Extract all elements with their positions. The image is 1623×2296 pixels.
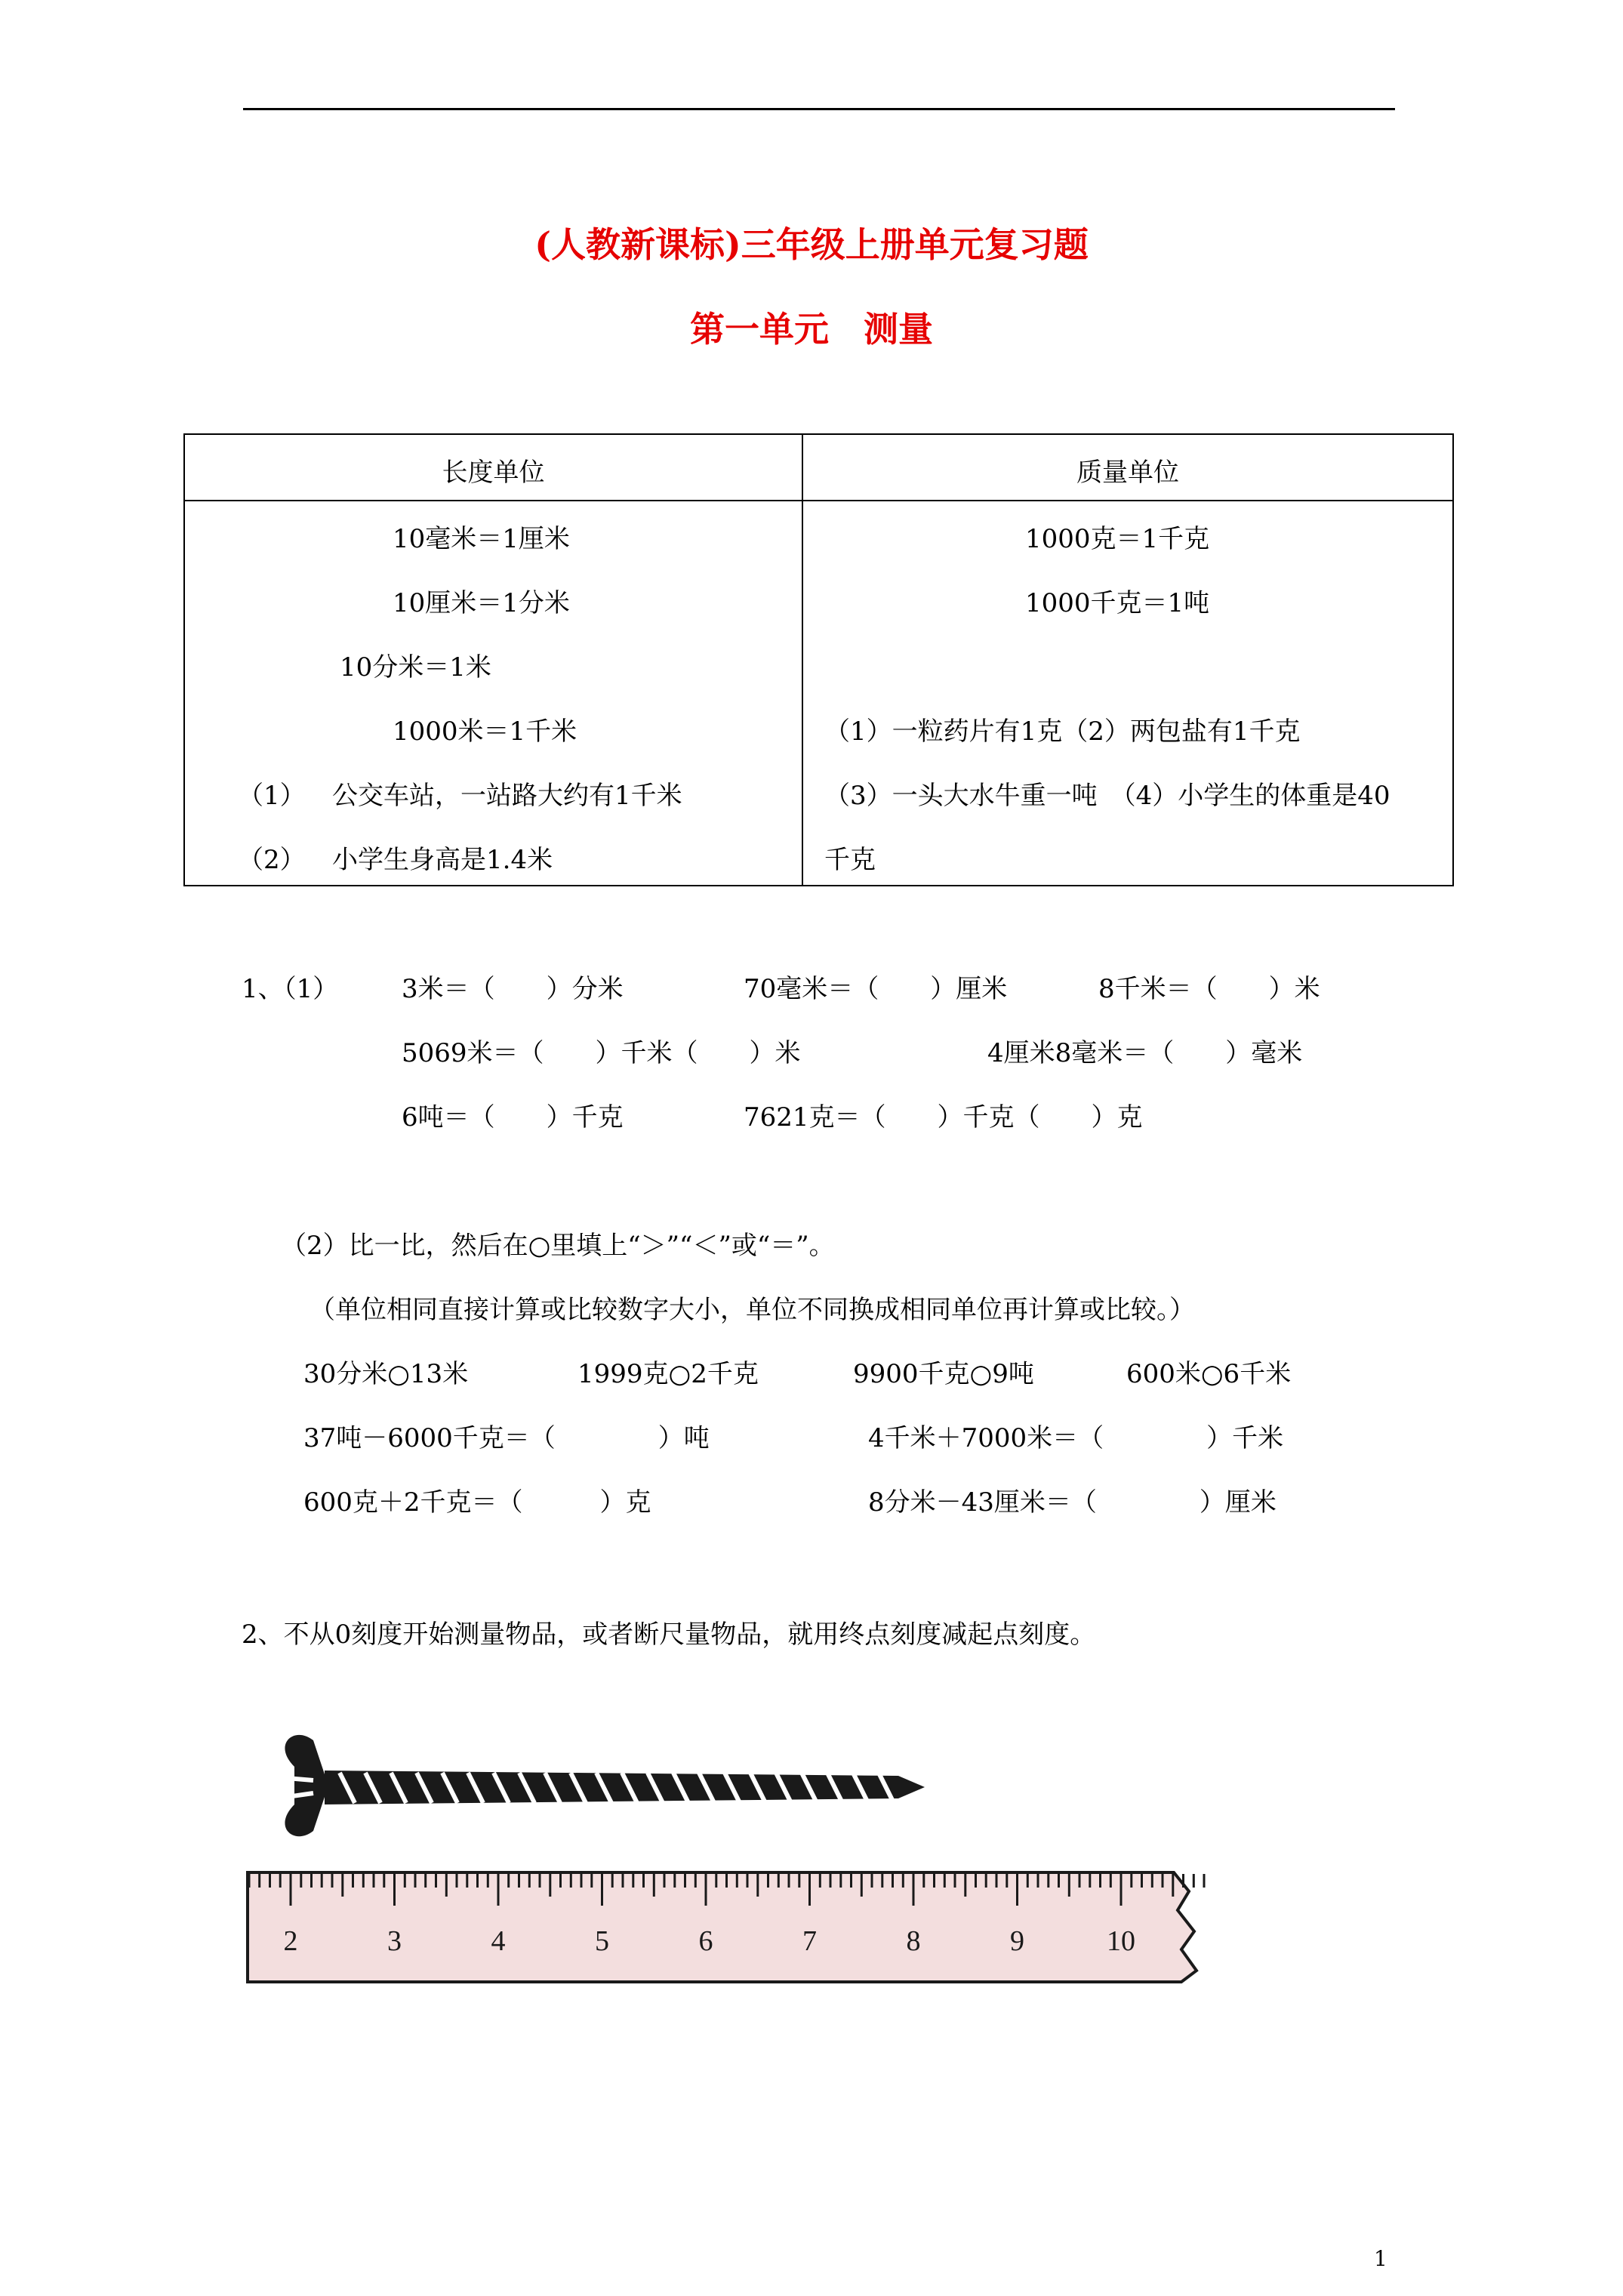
comparison-exercise: 9900千克○9吨 xyxy=(853,1359,1034,1389)
screw-ruler-figure xyxy=(242,1729,1223,2016)
length-example-text: 公交车站，一站路大约有1千米 xyxy=(332,781,682,811)
mass-example: 千克 xyxy=(824,845,876,875)
table-divider-vertical xyxy=(802,435,803,885)
page-number: 1 xyxy=(1374,2246,1387,2271)
ruler xyxy=(248,1872,1204,1982)
ruler-label: 6 xyxy=(698,1925,713,1957)
mass-conversion: 1000克＝1千克 xyxy=(1025,524,1210,554)
calculation-exercise: 8分米－43厘米＝（ ）厘米 xyxy=(868,1487,1277,1518)
conversion-exercise: 3米＝（ ）分米 xyxy=(402,974,624,1004)
mass-conversion: 1000千克＝1吨 xyxy=(1025,588,1210,618)
table-divider-horizontal xyxy=(185,500,1452,501)
mass-example: （3）一头大水牛重一吨 （4）小学生的体重是40 xyxy=(824,781,1390,811)
header-length-units: 长度单位 xyxy=(442,458,545,488)
ruler-label: 3 xyxy=(387,1925,402,1957)
conversion-exercise: 4厘米8毫米＝（ ）毫米 xyxy=(987,1038,1303,1068)
length-conversion: 10厘米＝1分米 xyxy=(393,588,570,618)
calculation-exercise: 4千米＋7000米＝（ ）千米 xyxy=(868,1423,1284,1453)
length-example-text: 小学生身高是1.4米 xyxy=(332,845,553,875)
ruler-label: 10 xyxy=(1107,1925,1135,1957)
ruler-label: 5 xyxy=(595,1925,609,1957)
conversion-exercise: 5069米＝（ ）千米（ ）米 xyxy=(402,1038,801,1068)
ruler-label: 7 xyxy=(802,1925,817,1957)
conversion-exercise: 6吨＝（ ）千克 xyxy=(402,1102,624,1133)
length-example-number: （1） xyxy=(238,781,306,811)
unit-title-text: 第一单元 测量 xyxy=(690,309,933,350)
ruler-label: 8 xyxy=(906,1925,921,1957)
comparison-instruction: （2）比一比，然后在○里填上“＞”“＜”或“＝”。 xyxy=(281,1231,835,1261)
conversion-exercise: 70毫米＝（ ）厘米 xyxy=(744,974,1008,1004)
unit-title xyxy=(0,302,1623,352)
length-conversion: 10毫米＝1厘米 xyxy=(393,524,570,554)
mass-example: （1）一粒药片有1克（2）两包盐有1千克 xyxy=(824,717,1301,747)
screw-illustration xyxy=(242,1729,959,1842)
conversion-exercise: 8千米＝（ ）米 xyxy=(1098,974,1320,1004)
question1-label: 1、（1） xyxy=(242,974,339,1004)
header-rule xyxy=(243,108,1395,110)
document-title xyxy=(0,217,1623,267)
header-mass-units: 质量单位 xyxy=(1076,458,1179,488)
conversion-exercise: 7621克＝（ ）千克（ ）克 xyxy=(744,1102,1143,1133)
units-table xyxy=(183,433,1454,886)
calculation-exercise: 37吨－6000千克＝（ ）吨 xyxy=(303,1423,710,1453)
length-conversion: 10分米＝1米 xyxy=(340,652,491,683)
ruler-label: 2 xyxy=(283,1925,298,1957)
ruler-label: 4 xyxy=(491,1925,506,1957)
main-title-text: (人教新课标)三年级上册单元复习题 xyxy=(534,224,1089,265)
question2-text: 2、不从0刻度开始测量物品，或者断尺量物品，就用终点刻度减起点刻度。 xyxy=(242,1620,1096,1650)
ruler-label: 9 xyxy=(1010,1925,1024,1957)
comparison-exercise: 600米○6千米 xyxy=(1126,1359,1292,1389)
comparison-exercise: 30分米○13米 xyxy=(303,1359,469,1389)
comparison-exercise: 1999克○2千克 xyxy=(577,1359,759,1389)
length-example-number: （2） xyxy=(238,845,306,875)
calculation-exercise: 600克＋2千克＝（ ）克 xyxy=(303,1487,651,1518)
comparison-hint: （单位相同直接计算或比较数字大小，单位不同换成相同单位再计算或比较。） xyxy=(310,1295,1195,1325)
length-conversion: 1000米＝1千米 xyxy=(393,717,577,747)
